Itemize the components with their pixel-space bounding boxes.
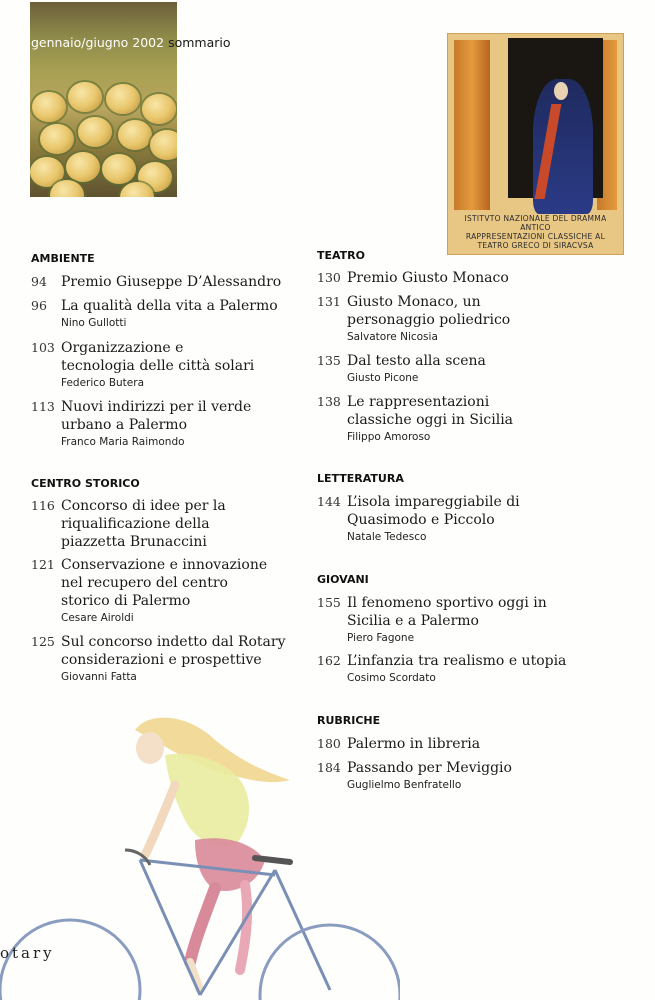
section-title-teatro: TEATRO [317, 249, 366, 262]
article-author: Piero Fagone [347, 632, 415, 644]
toc-entry[interactable] [31, 497, 276, 551]
rotary-logo: otary [0, 944, 55, 962]
article-title: Dal testo alla scena [347, 353, 486, 369]
page-number: 184 [317, 760, 341, 775]
article-title: Conservazione e innovazione nel recupero del centro storico di Palermo [61, 557, 268, 609]
page-number: 125 [31, 634, 55, 649]
page-number: 144 [317, 494, 341, 509]
article-title: La qualità della vita a Palermo [61, 298, 278, 314]
article-author: Cesare Airoldi [61, 612, 134, 624]
issue-section: sommario [168, 35, 231, 50]
page-number: 116 [31, 498, 55, 513]
toc-entry[interactable] [317, 652, 617, 684]
toc-entry[interactable] [31, 398, 261, 448]
toc-entry[interactable] [317, 352, 607, 384]
article-author: Filippo Amoroso [347, 431, 431, 443]
article-author: Giusto Picone [347, 372, 419, 384]
article-title: Sul concorso indetto dal Rotary considerazioni e prospettive [61, 634, 286, 668]
article-author: Guglielmo Benfratello [347, 779, 462, 791]
article-title: Nuovi indirizzi per il verde urbano a Palermo [61, 399, 252, 433]
page-number: 94 [31, 274, 47, 289]
page-number: 138 [317, 394, 341, 409]
poster-caption [448, 214, 623, 250]
toc-entry[interactable] [317, 594, 547, 644]
page-number: 96 [31, 298, 47, 313]
toc-entry[interactable] [31, 339, 261, 389]
page-number: 121 [31, 557, 55, 572]
article-title: Organizzazione e tecnologia delle città solari [61, 340, 255, 374]
bicycle-girl-illustration [0, 700, 400, 1000]
toc-entry[interactable] [317, 393, 557, 443]
article-title: Premio Giusto Monaco [347, 270, 509, 286]
article-author: Natale Tedesco [347, 531, 427, 543]
page-number: 130 [317, 270, 341, 285]
toc-entry[interactable] [317, 269, 607, 287]
poster-caption-line: ISTITVTO NAZIONALE DEL DRAMMA ANTICO [464, 214, 607, 232]
toc-entry[interactable] [31, 297, 321, 329]
issue-date: gennaio/giugno 2002 [31, 35, 165, 50]
article-title: Le rappresentazioni classiche oggi in Sicilia [347, 394, 514, 428]
article-title: Palermo in libreria [347, 736, 481, 752]
page-number: 155 [317, 595, 341, 610]
article-title: L’infanzia tra realismo e utopia [347, 653, 567, 669]
article-author: Giovanni Fatta [61, 671, 137, 683]
article-title: Passando per Meviggio [347, 760, 512, 776]
article-title: Giusto Monaco, un personaggio poliedrico [347, 294, 511, 328]
section-title-giovani: GIOVANI [317, 573, 369, 586]
page-number: 113 [31, 399, 55, 414]
page-number: 131 [317, 294, 341, 309]
article-author: Federico Butera [61, 377, 145, 389]
article-author: Franco Maria Raimondo [61, 436, 185, 448]
toc-entry[interactable] [317, 493, 557, 543]
cauliflower-photo [30, 2, 177, 197]
page-number: 180 [317, 736, 341, 751]
page-number: 162 [317, 653, 341, 668]
article-title: Premio Giuseppe D’Alessandro [61, 274, 282, 290]
section-title-ambiente: AMBIENTE [31, 252, 95, 265]
section-title-letteratura: LETTERATURA [317, 472, 404, 485]
article-author: Salvatore Nicosia [347, 331, 438, 343]
section-title-rubriche: RUBRICHE [317, 714, 381, 727]
page-number: 103 [31, 340, 55, 355]
article-title: Il fenomeno sportivo oggi in Sicilia e a Palermo [347, 595, 547, 629]
toc-entry[interactable] [31, 273, 321, 291]
issue-header [31, 35, 231, 50]
toc-entry[interactable] [31, 633, 291, 683]
toc-entry[interactable] [317, 293, 547, 343]
poster-caption-line: RAPPRESENTAZIONI CLASSICHE AL [465, 232, 606, 241]
page-number: 135 [317, 353, 341, 368]
article-author: Cosimo Scordato [347, 672, 436, 684]
article-title: L’isola impareggiabile di Quasimodo e Piccolo [347, 494, 520, 528]
theatre-poster [447, 33, 624, 255]
toc-entry[interactable] [31, 556, 276, 624]
section-title-centro-storico: CENTRO STORICO [31, 477, 140, 490]
poster-caption-line: TEATRO GRECO DI SIRACVSA [477, 241, 594, 250]
article-author: Nino Gullotti [61, 317, 127, 329]
article-title: Concorso di idee per la riqualificazione della piazzetta Brunaccini [61, 498, 226, 550]
